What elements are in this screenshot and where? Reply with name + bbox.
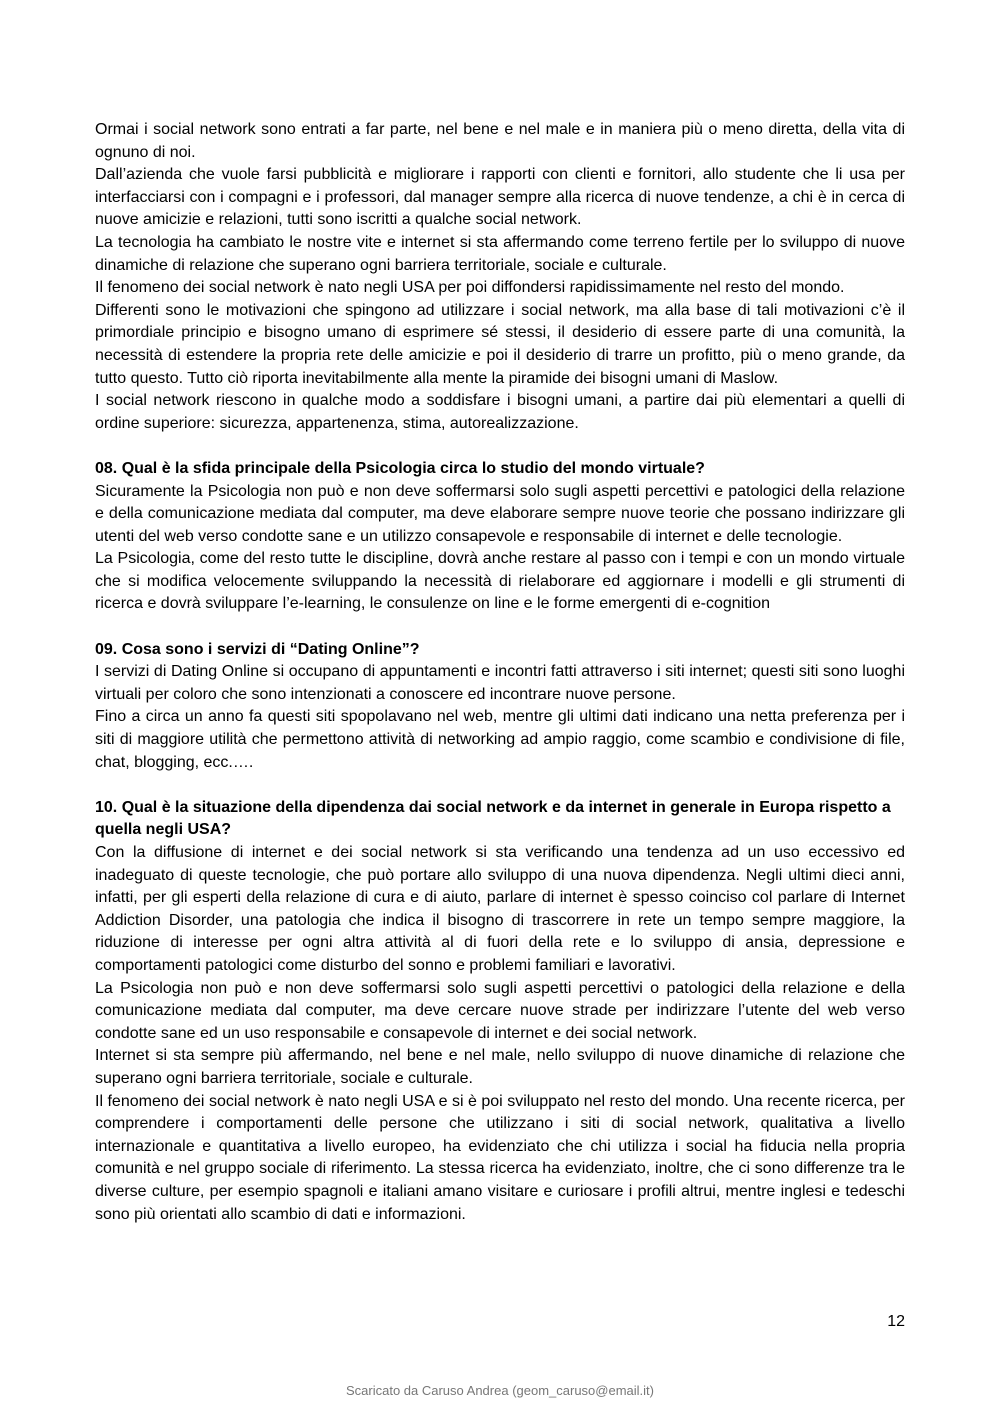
intro-paragraph: Ormai i social network sono entrati a far parte, nel bene e nel male e in maniera più o meno diretta, della vita di ognuno di noi. <box>95 121 905 161</box>
intro-paragraph: I social network riescono in qualche modo a soddisfare i bisogni umani, a partire dai più elementari a quelli di ordine superiore: sicurezza, appartenenza, stima, autorealizzazione. <box>95 392 905 432</box>
section-paragraph: Con la diffusione di internet e dei social network si sta verificando una tendenza ad un uso eccessivo ed inadeguato di queste tecnologie, che può portare allo sviluppo di una nuova dipendenza. Negli ultimi dieci anni, infatti, per gli esperti della relazione di cura e di aiuto, parlare di internet è spesso coinciso col parlare di Internet Addiction Disorder, una patologia che indica il bisogno di trascorrere in rete un tempo sempre maggiore, la riduzione di interesse per ogni altra attività al di fuori della rete e lo sviluppo di ansia, depressione e comportamenti patologici come disturbo del sonno e problemi familiari e lavorativi. <box>95 844 905 974</box>
intro-paragraph: Differenti sono le motivazioni che spingono ad utilizzare i social network, ma alla base di tali motivazioni c’è il primordiale principio e bisogno umano di esprimere sé stessi, il desiderio di essere parte di una comunità, la necessità di estendere la propria rete delle amicizie e poi il desiderio di trarre un profitto, più o meno grande, da tutto questo. Tutto ciò riporta inevitabilmente alla mente la piramide dei bisogni umani di Maslow. <box>95 301 905 387</box>
section-paragraph: I servizi di Dating Online si occupano di appuntamenti e incontri fatti attraverso i siti internet; questi siti sono luoghi virtuali per coloro che sono intenzionati a conoscere ed incontrare nuove persone. <box>95 663 905 703</box>
intro-block <box>95 119 905 435</box>
section-heading: 10. Qual è la situazione della dipendenza dai social network e da internet in generale in Europa rispetto a quella negli USA? <box>95 798 891 839</box>
download-footer: Scaricato da Caruso Andrea (geom_caruso@email.it) <box>345 1383 654 1398</box>
intro-paragraph: Il fenomeno dei social network è nato negli USA per poi diffondersi rapidissimamente nel resto del mondo. <box>95 279 845 297</box>
section-paragraph: La Psicologia non può e non deve soffermarsi solo sugli aspetti percettivi o patologici della relazione e della comunicazione mediata dal computer, ma deve cercare nuove strade per indirizzare l’utente del web verso condotte sane ed un uso responsabile e consapevole di internet e dei social network. <box>95 979 905 1042</box>
section-paragraph: La Psicologia, come del resto tutte le discipline, dovrà anche restare al passo con i tempi e con un mondo virtuale che si modifica velocemente sviluppando la necessità di rielaborare ed aggiornare i modelli e gli strumenti di ricerca e dovrà sviluppare l’e-learning, le consulenze on line e le forme emergenti di e-cognition <box>95 550 905 613</box>
document-body <box>95 119 905 1226</box>
section-paragraph: Internet si sta sempre più affermando, nel bene e nel male, nello sviluppo di nuove dinamiche di relazione che superano ogni barriera territoriale, sociale e culturale. <box>95 1047 905 1087</box>
section-09 <box>95 639 905 775</box>
section-paragraph: Il fenomeno dei social network è nato negli USA e si è poi sviluppato nel resto del mondo. Una recente ricerca, per comprendere i comportamenti delle persone che utilizzano i siti di social network, qualitativa a livello internazionale e quantitativa a livello europeo, ha evidenziato che chi utilizza i social ha fiducia nella propria comunità e nel gruppo sociale di riferimento. La stessa ricerca ha evidenziato, inoltre, che ci sono differenze tra le diverse culture, per esempio spagnoli e italiani amano visitare e curiosare i profili altrui, mentre inglesi e tedeschi sono più orientati allo scambio di dati e informazioni. <box>95 1092 905 1223</box>
section-10 <box>95 797 905 1226</box>
intro-paragraph: Dall’azienda che vuole farsi pubblicità e migliorare i rapporti con clienti e fornitori, allo studente che li usa per interfacciarsi con i compagni e i professori, dal manager sempre alla ricerca di nuove tendenze, a chi è in cerca di nuove amicizie e relazioni, tutti sono iscritti a qualche social network. <box>95 166 905 229</box>
intro-paragraph: La tecnologia ha cambiato le nostre vite e internet si sta affermando come terreno fertile per lo sviluppo di nuove dinamiche di relazione che superano ogni barriera territoriale, sociale e culturale. <box>95 233 905 274</box>
section-heading: 08. Qual è la sfida principale della Psicologia circa lo studio del mondo virtuale? <box>95 459 705 477</box>
section-heading: 09. Cosa sono i servizi di “Dating Online”? <box>95 640 420 658</box>
section-paragraph: Fino a circa un anno fa questi siti spopolavano nel web, mentre gli ultimi dati indicano una netta preferenza per i siti di maggiore utilità che permettono attività di networking ad ampio raggio, come scambio e condivisione di file, chat, blogging, ecc.…. <box>95 708 905 771</box>
page-number: 12 <box>887 1313 905 1330</box>
section-paragraph: Sicuramente la Psicologia non può e non deve soffermarsi solo sugli aspetti percettivi e patologici della relazione e della comunicazione mediata dal computer, ma deve elaborare sempre nuove teorie che possano indirizzare gli utenti del web verso condotte sane e un utilizzo consapevole e responsabile di internet e delle tecnologie. <box>95 482 905 545</box>
section-08 <box>95 458 905 616</box>
